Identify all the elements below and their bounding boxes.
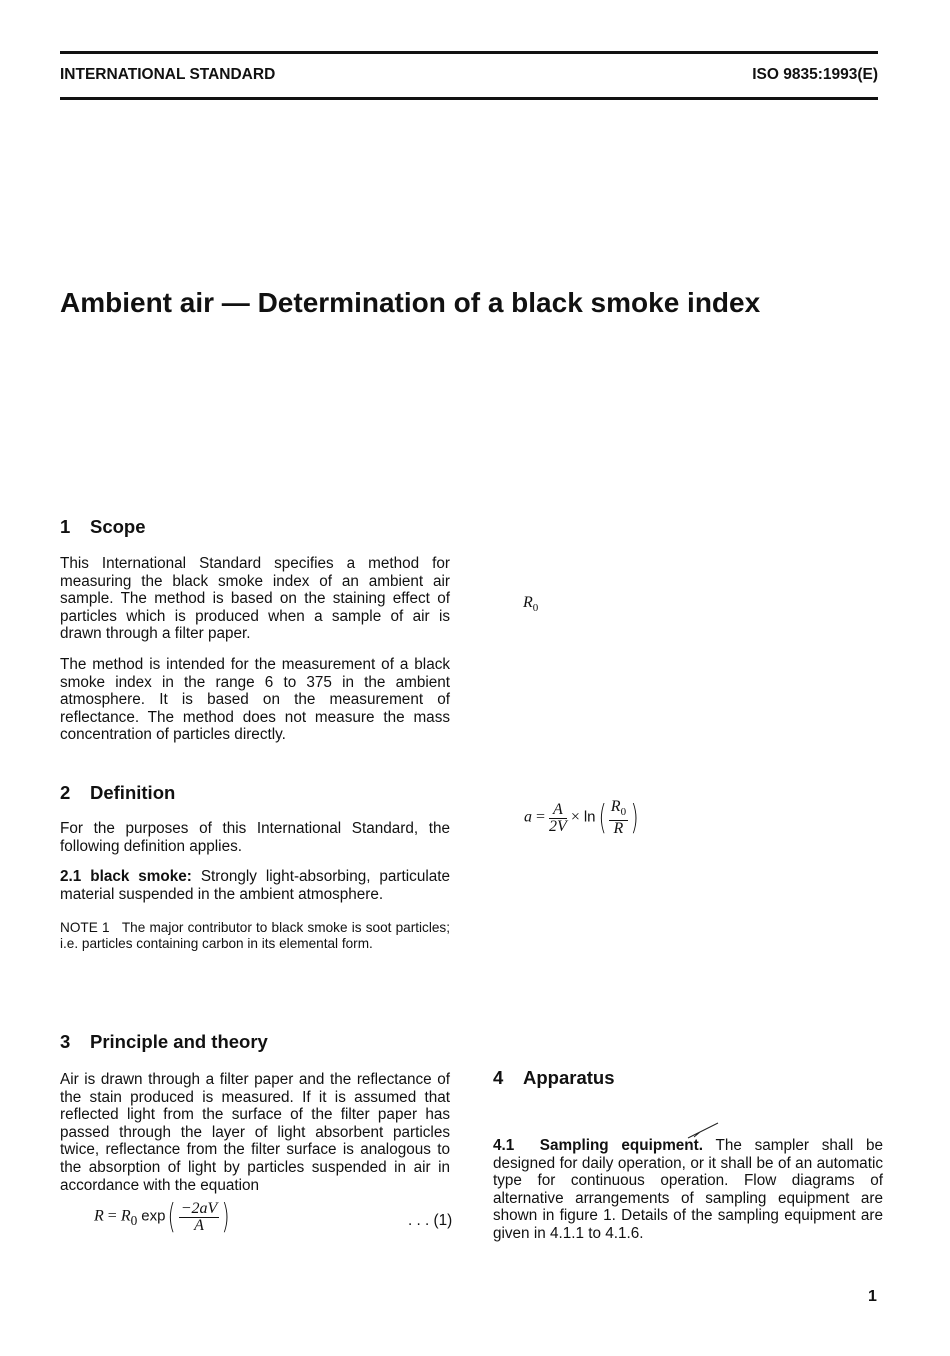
definition	[60, 868, 450, 903]
equation-1: $R = R_0$ exp( $\frac{-2aV}{A}$ )	[94, 1197, 230, 1237]
section-number: 4	[493, 1067, 504, 1088]
definition-term: black smoke:	[90, 868, 192, 886]
section-1-body	[60, 555, 450, 744]
note: NOTE 1 The major contributor to black smoke is soot particles; i.e. particles containing carbon in its elemental form.	[60, 920, 454, 952]
definition-text: Strongly light-absorbing, particulate material suspended in the ambient atmosphere.	[60, 868, 450, 903]
section-number: 1	[60, 516, 71, 537]
section-title: Scope	[90, 516, 146, 537]
header-right: ISO 9835:1993(E)	[752, 66, 878, 83]
equation-2: a = $\frac{A}{2V}$ × ln( $\frac{R_0}{R}$ )	[524, 797, 639, 838]
subsection-text: The sampler shall be designed for daily operation, or it shall be of an automatic type for continuous operation. Flow diagrams of alternative arrangements of sampling equipment are shown in figure 1. Details of the sampling equipment are given in 4.1.1 to 4.1.6.	[493, 1137, 884, 1242]
definition-number: 2.1	[60, 868, 82, 886]
header-left: INTERNATIONAL STANDARD	[60, 66, 276, 83]
page-number: 1	[868, 1288, 877, 1305]
section-4-body	[493, 1137, 883, 1243]
section-2-heading	[60, 782, 175, 804]
page-title: Ambient air — Determination of a black smoke index	[60, 287, 761, 318]
paragraph: Air is drawn through a filter paper and the reflectance of the stain produced is measured. If it is assumed that reflected light from the surface of the filter paper has passed through the layer of light absorbent particles twice, reflectance from the filter surface is analogous to the absorption of light by particles suspended in air in accordance with the equation	[60, 1071, 450, 1194]
section-1-heading	[60, 516, 146, 538]
paragraph: The method is intended for the measurement of a black smoke index in the range 6 to 375 in the ambient atmosphere. It is based on the measurement of reflectance. The method does not measure the mass concentration of particles directly.	[60, 655, 450, 744]
header-bottom-rule	[60, 97, 878, 100]
section-title: Definition	[90, 782, 176, 803]
pen-mark-icon	[686, 1121, 720, 1141]
equation-1-number: . . . (1)	[408, 1212, 453, 1229]
subsection-number: 4.1	[493, 1137, 515, 1154]
section-2-body	[60, 820, 454, 952]
section-number: 3	[60, 1031, 71, 1052]
paragraph	[493, 1137, 883, 1243]
section-title: Principle and theory	[90, 1031, 268, 1052]
paragraph: This International Standard specifies a method for measuring the black smoke index of an ambient air sample. The method is based on the staining effect of particles which is produced when a sample of air is drawn through a filter paper.	[60, 555, 450, 643]
section-4-heading	[493, 1067, 615, 1089]
section-number: 2	[60, 782, 71, 803]
subsection-title: Sampling equipment.	[539, 1137, 703, 1154]
section-3-body	[60, 1071, 450, 1194]
paragraph: For the purposes of this International Standard, the following definition applies.	[60, 820, 450, 855]
symbol: $R_0$	[523, 594, 539, 615]
header-top-rule	[60, 51, 878, 54]
section-3-heading	[60, 1031, 268, 1053]
section-title: Apparatus	[523, 1067, 615, 1088]
